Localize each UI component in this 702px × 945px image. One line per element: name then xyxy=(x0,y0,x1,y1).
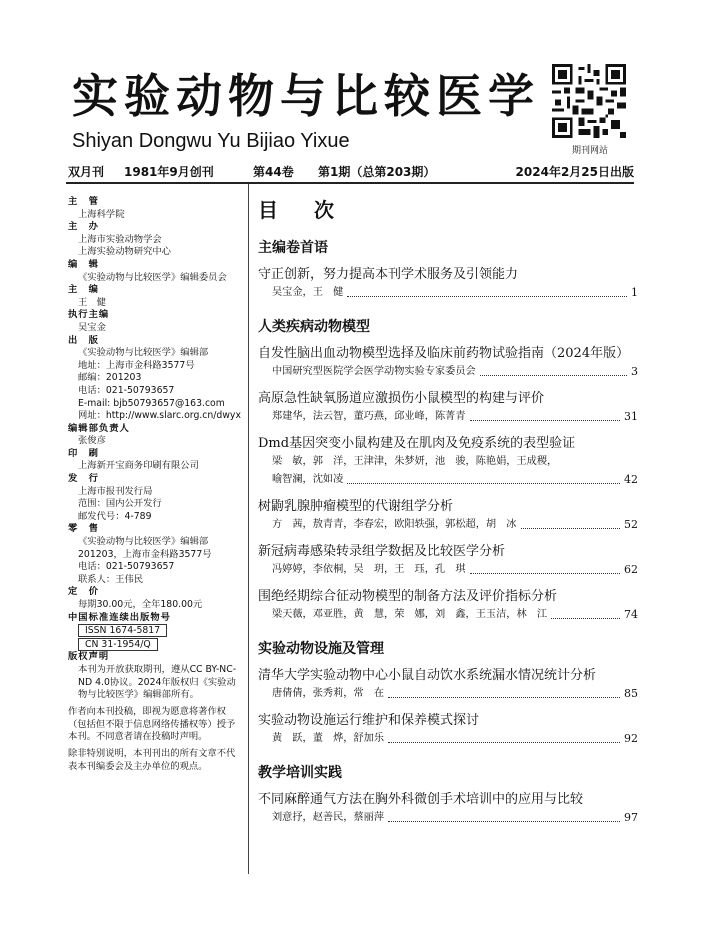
page-number: 1 xyxy=(631,286,638,299)
leader-dots xyxy=(388,742,620,743)
article-title[interactable]: 围绝经期综合征动物模型的制备方法及评价指标分析 xyxy=(258,589,558,604)
article-author-line xyxy=(258,516,638,534)
masthead-value: 《实验动物与比较医学》编辑委员会 xyxy=(78,271,227,283)
publication-date: 2024年2月25日出版 xyxy=(515,165,634,179)
copyright-statement: 本刊为开放获取期刊，遵从CC BY-NC-ND 4.0协议。2024年版权归《实验动物与比较医学》编辑部所有。 xyxy=(78,663,237,701)
article-author-line xyxy=(258,408,638,426)
leader-dots xyxy=(347,483,620,484)
article-title[interactable]: 自发性脑出血动物模型选择及临床前药物试验指南（2024年版） xyxy=(258,346,630,361)
masthead-label: 主 管 xyxy=(68,196,99,207)
page-number: 92 xyxy=(624,732,638,745)
masthead-value: 201203，上海市金科路3577号 xyxy=(78,548,212,560)
journal-pinyin-title: Shiyan Dongwu Yu Bijiao Yixue xyxy=(72,130,350,152)
leader-dots xyxy=(470,573,620,574)
masthead-value: 上海新开宝商务印刷有限公司 xyxy=(78,460,199,472)
article-author-line xyxy=(258,284,638,302)
leader-dots xyxy=(551,618,620,619)
cn-number: CN 31-1954/Q xyxy=(78,638,158,651)
article-author-line xyxy=(258,561,638,579)
article-authors: 黄 跃，董 烨，舒加乐 xyxy=(272,733,385,744)
masthead-value: 上海实验动物研究中心 xyxy=(78,246,171,258)
masthead-value: 邮编：201203 xyxy=(78,372,142,384)
founded-date: 1981年9月创刊 xyxy=(124,165,214,179)
masthead-value: 上海市实验动物学会 xyxy=(78,233,162,245)
leader-dots xyxy=(480,375,627,376)
masthead-value: 范围：国内公开发行 xyxy=(78,498,162,510)
article-title[interactable]: Dmd基因突变小鼠构建及在肌肉及免疫系统的表型验证 xyxy=(258,436,576,451)
issn-number: ISSN 1674-5817 xyxy=(78,624,167,637)
page-number: 97 xyxy=(624,811,638,824)
article-title[interactable]: 守正创新，努力提高本刊学术服务及引领能力 xyxy=(258,267,519,282)
article-authors: 中国研究型医院学会医学动物实验专家委员会 xyxy=(272,366,476,377)
page-number: 31 xyxy=(624,410,638,423)
masthead-label: 出 版 xyxy=(68,334,99,346)
page-number: 62 xyxy=(624,563,638,576)
article-authors: 冯婷婷，李依桐，吴 玥，王 珏，孔 琪 xyxy=(272,564,466,575)
masthead-label: 发 行 xyxy=(68,473,99,485)
masthead-value: 联系人：王伟民 xyxy=(78,573,144,585)
article-authors: 郑建华，法云智，董巧燕，邱业峰，陈菁青 xyxy=(272,411,466,422)
leader-dots xyxy=(388,821,620,822)
leader-dots xyxy=(388,697,620,698)
masthead-value: 吴宝金 xyxy=(78,321,106,333)
masthead-value: 邮发代号：4-789 xyxy=(78,510,152,522)
article-authors: 唐倩倩，张秀莉，常 在 xyxy=(272,688,385,699)
section-heading: 教学培训实践 xyxy=(258,765,342,781)
qr-code-label: 期刊网站 xyxy=(571,146,608,156)
section-heading: 人类疾病动物模型 xyxy=(258,319,370,335)
masthead-label: 零 售 xyxy=(68,523,99,535)
masthead-label: 中国标准连续出版物号 xyxy=(68,611,171,623)
article-authors: 梁天薇，邓亚胜，黄 慧，荣 娜，刘 鑫，王玉洁，林 江 xyxy=(272,609,548,620)
masthead-label: 版权声明 xyxy=(68,651,110,663)
article-title[interactable]: 高原急性缺氧肠道应激损伤小鼠模型的构建与评价 xyxy=(258,391,545,406)
article-author-line xyxy=(258,471,638,489)
section-heading: 主编卷首语 xyxy=(258,240,328,256)
page-number: 74 xyxy=(624,608,638,621)
qr-code-icon xyxy=(552,64,626,138)
article-title[interactable]: 清华大学实验动物中心小鼠自动饮水系统漏水情况统计分析 xyxy=(258,668,597,683)
masthead xyxy=(68,196,244,774)
price: 每期30.00元，全年180.00元 xyxy=(78,599,203,610)
masthead-label: 主 办 xyxy=(68,221,99,233)
article-authors: 喻智澜，沈如凌 xyxy=(272,474,344,485)
masthead-label: 印 刷 xyxy=(68,447,99,459)
volume: 第44卷 xyxy=(253,165,294,179)
article-author-line xyxy=(258,363,638,381)
website-url: 网址：http://www.slarc.org.cn/dwyx xyxy=(78,410,241,422)
masthead-value: 王 健 xyxy=(78,296,106,308)
page-number: 3 xyxy=(631,365,638,378)
header-divider xyxy=(66,182,634,184)
masthead-label: 编辑部负责人 xyxy=(68,422,130,434)
column-divider xyxy=(248,184,249,874)
page-number: 52 xyxy=(624,518,638,531)
masthead-value: 张俊彦 xyxy=(78,435,106,447)
article-author-line xyxy=(258,730,638,748)
page-number: 85 xyxy=(624,687,638,700)
email-address: E-mail: bjb50793657@163.com xyxy=(78,397,225,409)
masthead-label: 编 辑 xyxy=(68,258,99,270)
article-authors: 梁 敏，郭 洋，王津津，朱梦妍，池 骏，陈艳娟，王成稷， xyxy=(272,456,558,467)
masthead-value: 上海市报刊发行局 xyxy=(78,485,153,497)
masthead-value: 电话：021-50793657 xyxy=(78,561,175,573)
masthead-value: 上海科学院 xyxy=(78,208,125,220)
masthead-value: 《实验动物与比较医学》编辑部 xyxy=(78,536,209,548)
article-authors: 刘意抒，赵善民，蔡丽萍 xyxy=(272,812,385,823)
masthead-label: 主 编 xyxy=(68,284,99,296)
masthead-label: 定 价 xyxy=(68,586,99,598)
article-title[interactable]: 实验动物设施运行维护和保养模式探讨 xyxy=(258,713,480,728)
article-title[interactable]: 新冠病毒感染转录组学数据及比较医学分析 xyxy=(258,544,506,559)
masthead-label: 执行主编 xyxy=(68,309,110,321)
masthead-value: 电话：021-50793657 xyxy=(78,384,175,396)
issue: 第1期（总第203期） xyxy=(318,165,436,179)
masthead-value: 《实验动物与比较医学》编辑部 xyxy=(78,347,209,359)
leader-dots xyxy=(347,296,627,297)
table-of-contents xyxy=(258,194,638,827)
page-number: 42 xyxy=(624,473,638,486)
toc-title: 目 次 xyxy=(258,198,342,222)
leader-dots xyxy=(470,420,620,421)
article-authors: 吴宝金，王 健 xyxy=(272,287,344,298)
leader-dots xyxy=(521,528,621,529)
article-authors: 方 茜，敖青青，李春宏，欧阳轶强，郭松超，胡 冰 xyxy=(272,519,517,530)
article-title[interactable]: 树鼩乳腺肿瘤模型的代谢组学分析 xyxy=(258,499,454,514)
disclaimer-note: 除非特别说明，本刊刊出的所有文章不代表本刊编委会及主办单位的观点。 xyxy=(68,748,236,772)
journal-title: 实验动物与比较医学 xyxy=(72,69,540,123)
article-author-line xyxy=(258,685,638,703)
publication-info-bar xyxy=(68,163,634,181)
frequency: 双月刊 xyxy=(68,165,105,179)
article-author-line xyxy=(258,606,638,624)
section-heading: 实验动物设施及管理 xyxy=(258,641,384,657)
article-author-line xyxy=(258,809,638,827)
article-title[interactable]: 不同麻醉通气方法在胸外科微创手术培训中的应用与比较 xyxy=(258,792,584,807)
submission-note: 作者向本刊投稿，即视为愿意将著作权（包括但不限于信息网络传播权等）授予本刊。不同意者请在投稿时声明。 xyxy=(68,705,236,743)
masthead-value: 地址：上海市金科路3577号 xyxy=(78,359,195,371)
